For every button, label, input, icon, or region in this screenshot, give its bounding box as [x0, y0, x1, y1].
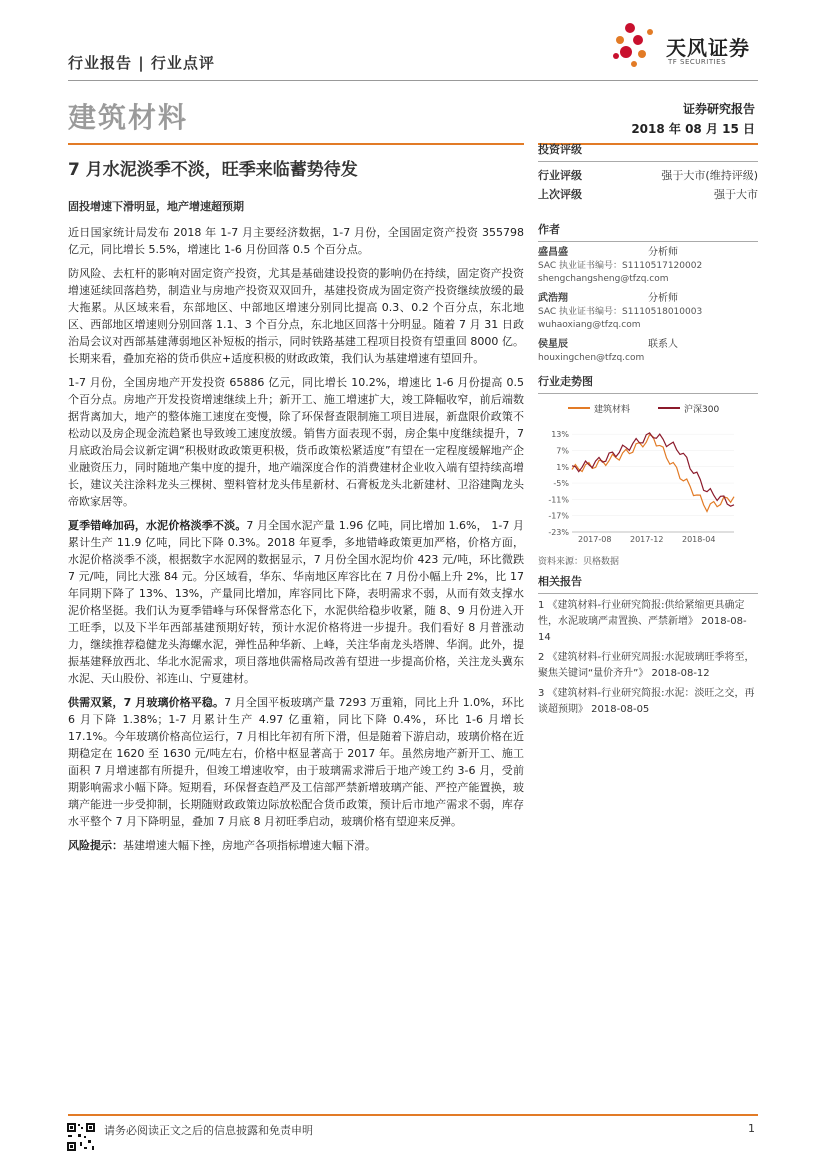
paragraph-3: 1-7 月份，全国房地产开发投资 65886 亿元，同比增长 10.2%，增速比 1-6 月份提高 0.5 个百分点。房地产开发投资增速继续上升；新开工、施工增速扩大，竣工降幅收窄，前后端数据背离加大，地产的整体施工速度在变慢，除了环保督查限制施工项目进展，新盘限价政策不松动以及房企现金流趋紧也导致竣工速度放缓。销售方面表现不弱，房企集中度继续提升，7 月底政治局会议新定调“积极财政政策更积极，货币政策松紧适度”有望在一定程度缓解地产企业融资压力，同时随地产集中度的提升，地产端深度合作的消费建材企业收入端有望持续高增长，建议关注涂料龙头三棵树、塑料管材龙头伟星新材、石膏板龙头北新建材、卫浴建陶龙头帝欧家居等。: [68, 376, 524, 508]
y-tick-label: 13%: [551, 430, 569, 440]
author-role: 分析师: [648, 293, 678, 304]
y-tick-label: -23%: [548, 528, 569, 537]
chart-source: 资料来源：贝格数据: [538, 557, 620, 567]
paragraph-2: 防风险、去杠杆的影响对固定资产投资，尤其是基础建设投资的影响仍在持续，固定资产投资增速延续回落趋势，制造业与房地产投资双双回升，基建投资成为固定资产投资继续放缓的最大拖累。从区域来看，东部地区、中部地区增速分别同比提高 0.3、0.2 个百分点，东北地区、西部地区增速则分别回落 1.1、3 个百分点，东北地区回落十分明显。随着 7 月 31 日政治局会议对西部基建薄弱地区补短板的指示，同时铁路基建工程项目投资有望重回 8000 亿。长期来看，叠加充裕的货币供应+适度积极的财政政策，我们认为基建增速有望回升。: [68, 267, 524, 365]
rating-divider: [538, 161, 758, 162]
x-tick-label: 2017-08: [578, 535, 612, 544]
related-report-link[interactable]: 3 《建筑材料-行业研究简报:水泥：淡旺之交，再谈超预期》 2018-08-05: [538, 688, 755, 715]
related-heading: 相关报告: [538, 575, 582, 588]
author-role: 联系人: [648, 339, 678, 350]
rating-heading: 投资评级: [538, 143, 582, 156]
report-category: 行业报告 | 行业点评: [68, 54, 215, 72]
legend-label: 建筑材料: [594, 405, 631, 415]
related-divider: [538, 593, 758, 594]
author-cert: SAC 执业证书编号：S1110518010003: [538, 307, 703, 317]
author-name: 武浩翔: [538, 293, 568, 304]
section-heading: 固投增速下滑明显，地产增速超预期: [68, 200, 244, 213]
author-email[interactable]: houxingchen@tfzq.com: [538, 353, 645, 363]
main-body: [68, 198, 524, 861]
title-divider-left: [68, 143, 524, 145]
industry-rating-row: [538, 166, 758, 185]
author-name: 盛昌盛: [538, 247, 568, 258]
risk-note: [68, 837, 524, 854]
sidebar: [538, 140, 758, 365]
related-report-link[interactable]: 1 《建筑材料-行业研究简报:供给紧缩更具确定性，水泥玻璃严肃置换、严禁新增》 2018-08-14: [538, 600, 747, 643]
related-reports: [538, 572, 758, 718]
author-card: [538, 292, 758, 332]
y-tick-label: -11%: [548, 495, 569, 505]
author-email[interactable]: wuhaoxiang@tfzq.com: [538, 320, 641, 330]
series-line-building-materials: [572, 435, 734, 512]
author-card: [538, 338, 758, 365]
logo-text-cn: 天风证券: [666, 36, 750, 60]
y-tick-label: -17%: [548, 511, 569, 521]
related-report-link[interactable]: 2 《建筑材料-行业研究周报:水泥玻璃旺季将至，聚焦关键词“量价齐升”》 2018-08-12: [538, 652, 755, 679]
x-tick-label: 2017-12: [630, 535, 664, 544]
legend-label: 沪深300: [684, 405, 720, 415]
y-tick-label: 7%: [556, 446, 569, 456]
paragraph-4-lead: 夏季错峰加码，水泥价格淡季不淡。: [68, 519, 247, 532]
series-line-csi300: [572, 433, 734, 506]
paragraph-5: [68, 694, 524, 830]
author-name: 侯星辰: [538, 339, 568, 350]
trend-chart-svg: [538, 398, 758, 548]
paragraph-5-text: 7 月全国平板玻璃产量 7293 万重箱，同比上升 1.0%，环比 6 月下降 1.38%；1-7 月累计生产 4.97 亿重箱，同比下降 0.4%，环比 1-6 月增长 17.1%。今年玻璃价格高位运行，7 月相比年初有所下滑，但是随着下游启动，玻璃价格在近期稳定在 1620 至 1630 元/吨左右，价格中枢显著高于 2017 年。虽然房地产新开工、施工面积 7 月增速都有所提升，但竣工增速收窄，由于玻璃需求滞后于地产竣工约 3-6 月，受前期影响需求小幅下降。短期看，环保督查趋严及工信部严禁新增玻璃产能、严控产能置换，玻璃产能进一步受抑制，长期随财政政策边际放松配合货币政策，预计后市地产需求不弱，库存水平整个 7 月下降明显，叠加 7 月底 8 月初旺季启动，玻璃价格有望迎来反弹。: [68, 696, 524, 828]
prev-rating-label: 上次评级: [538, 188, 582, 201]
paragraph-4: [68, 517, 524, 687]
industry-rating-label: 行业评级: [538, 169, 582, 182]
x-tick-label: 2018-04: [682, 535, 716, 544]
industry-title: 建筑材料: [68, 101, 189, 134]
footer-divider: [68, 1114, 758, 1116]
logo-text-en: TF SECURITIES: [668, 58, 727, 66]
report-type: 证券研究报告: [682, 102, 755, 116]
paragraph-5-lead: 供需双紧，7 月玻璃价格平稳。: [68, 696, 225, 709]
paragraph-1: 近日国家统计局发布 2018 年 1-7 月主要经济数据，1-7 月份，全国固定资产投资 355798 亿元，同比增长 5.5%，增速比 1-6 月份回落 0.5 个百分点。: [68, 226, 524, 256]
risk-note-text: 基建增速大幅下挫，房地产各项指标增速大幅下滑。: [123, 839, 376, 852]
author-email[interactable]: shengchangsheng@tfzq.com: [538, 274, 669, 284]
author-card: [538, 246, 758, 286]
prev-rating-row: [538, 185, 758, 204]
logo-icon: [610, 18, 664, 70]
author-role: 分析师: [648, 247, 678, 258]
industry-rating-value: 强于大市(维持评级): [661, 169, 758, 182]
company-logo: [610, 18, 760, 70]
report-date: 2018 年 08 月 15 日: [631, 122, 755, 136]
paragraph-4-text: 7 月全国水泥产量 1.96 亿吨，同比增加 1.6%， 1-7 月累计生产 11.9 亿吨，同比下降 0.3%。2018 年夏季，多地错峰政策更加严格，价格方面，水泥价格淡季不淡，根据数字水泥网的数据显示，7 月份全国水泥均价 423 元/吨，环比微跌 7 元/吨，同比大涨 84 元。分区域看，华东、华南地区库容比在 7 月份小幅上升 2%，比 17 年同期下降了 13%、13%，产量同比增加，库容同比下降，表明需求不弱，从而有效支撑水泥价格坚挺。我们认为夏季错峰与环保督常态化下，水泥供给稳步收紧，随 8、9 月份进入开工旺季，以及下半年西部基建预期好转，预计水泥价格将进一步提升。我们看好 8 月普涨动力，继续推荐稳健龙头海螺水泥，弹性品种华新、上峰，关注华南龙头塔牌、华润。此外，提振基建释放西北、华北水泥需求，项目落地供需格局改善有望进一步提高价格，关注龙头冀东水泥、天山股份、祁连山、宁夏建材。: [68, 519, 525, 685]
authors-heading: 作者: [538, 223, 560, 236]
page-number: 1: [748, 1122, 755, 1135]
y-tick-label: 1%: [556, 462, 569, 472]
chart-title: 行业走势图: [538, 375, 593, 388]
disclaimer-note: 请务必阅读正文之后的信息披露和免责申明: [104, 1124, 313, 1137]
author-cert: SAC 执业证书编号：S1110517120002: [538, 261, 703, 271]
chart-divider: [538, 393, 758, 394]
prev-rating-value: 强于大市: [714, 188, 758, 201]
industry-trend-chart: [538, 372, 758, 567]
header-divider: [68, 80, 758, 81]
qr-code-icon: [66, 1122, 96, 1152]
page-title: 7 月水泥淡季不淡，旺季来临蓄势待发: [68, 160, 358, 180]
risk-note-lead: 风险提示：: [68, 839, 123, 852]
authors-divider: [538, 241, 758, 242]
y-tick-label: -5%: [553, 479, 569, 489]
